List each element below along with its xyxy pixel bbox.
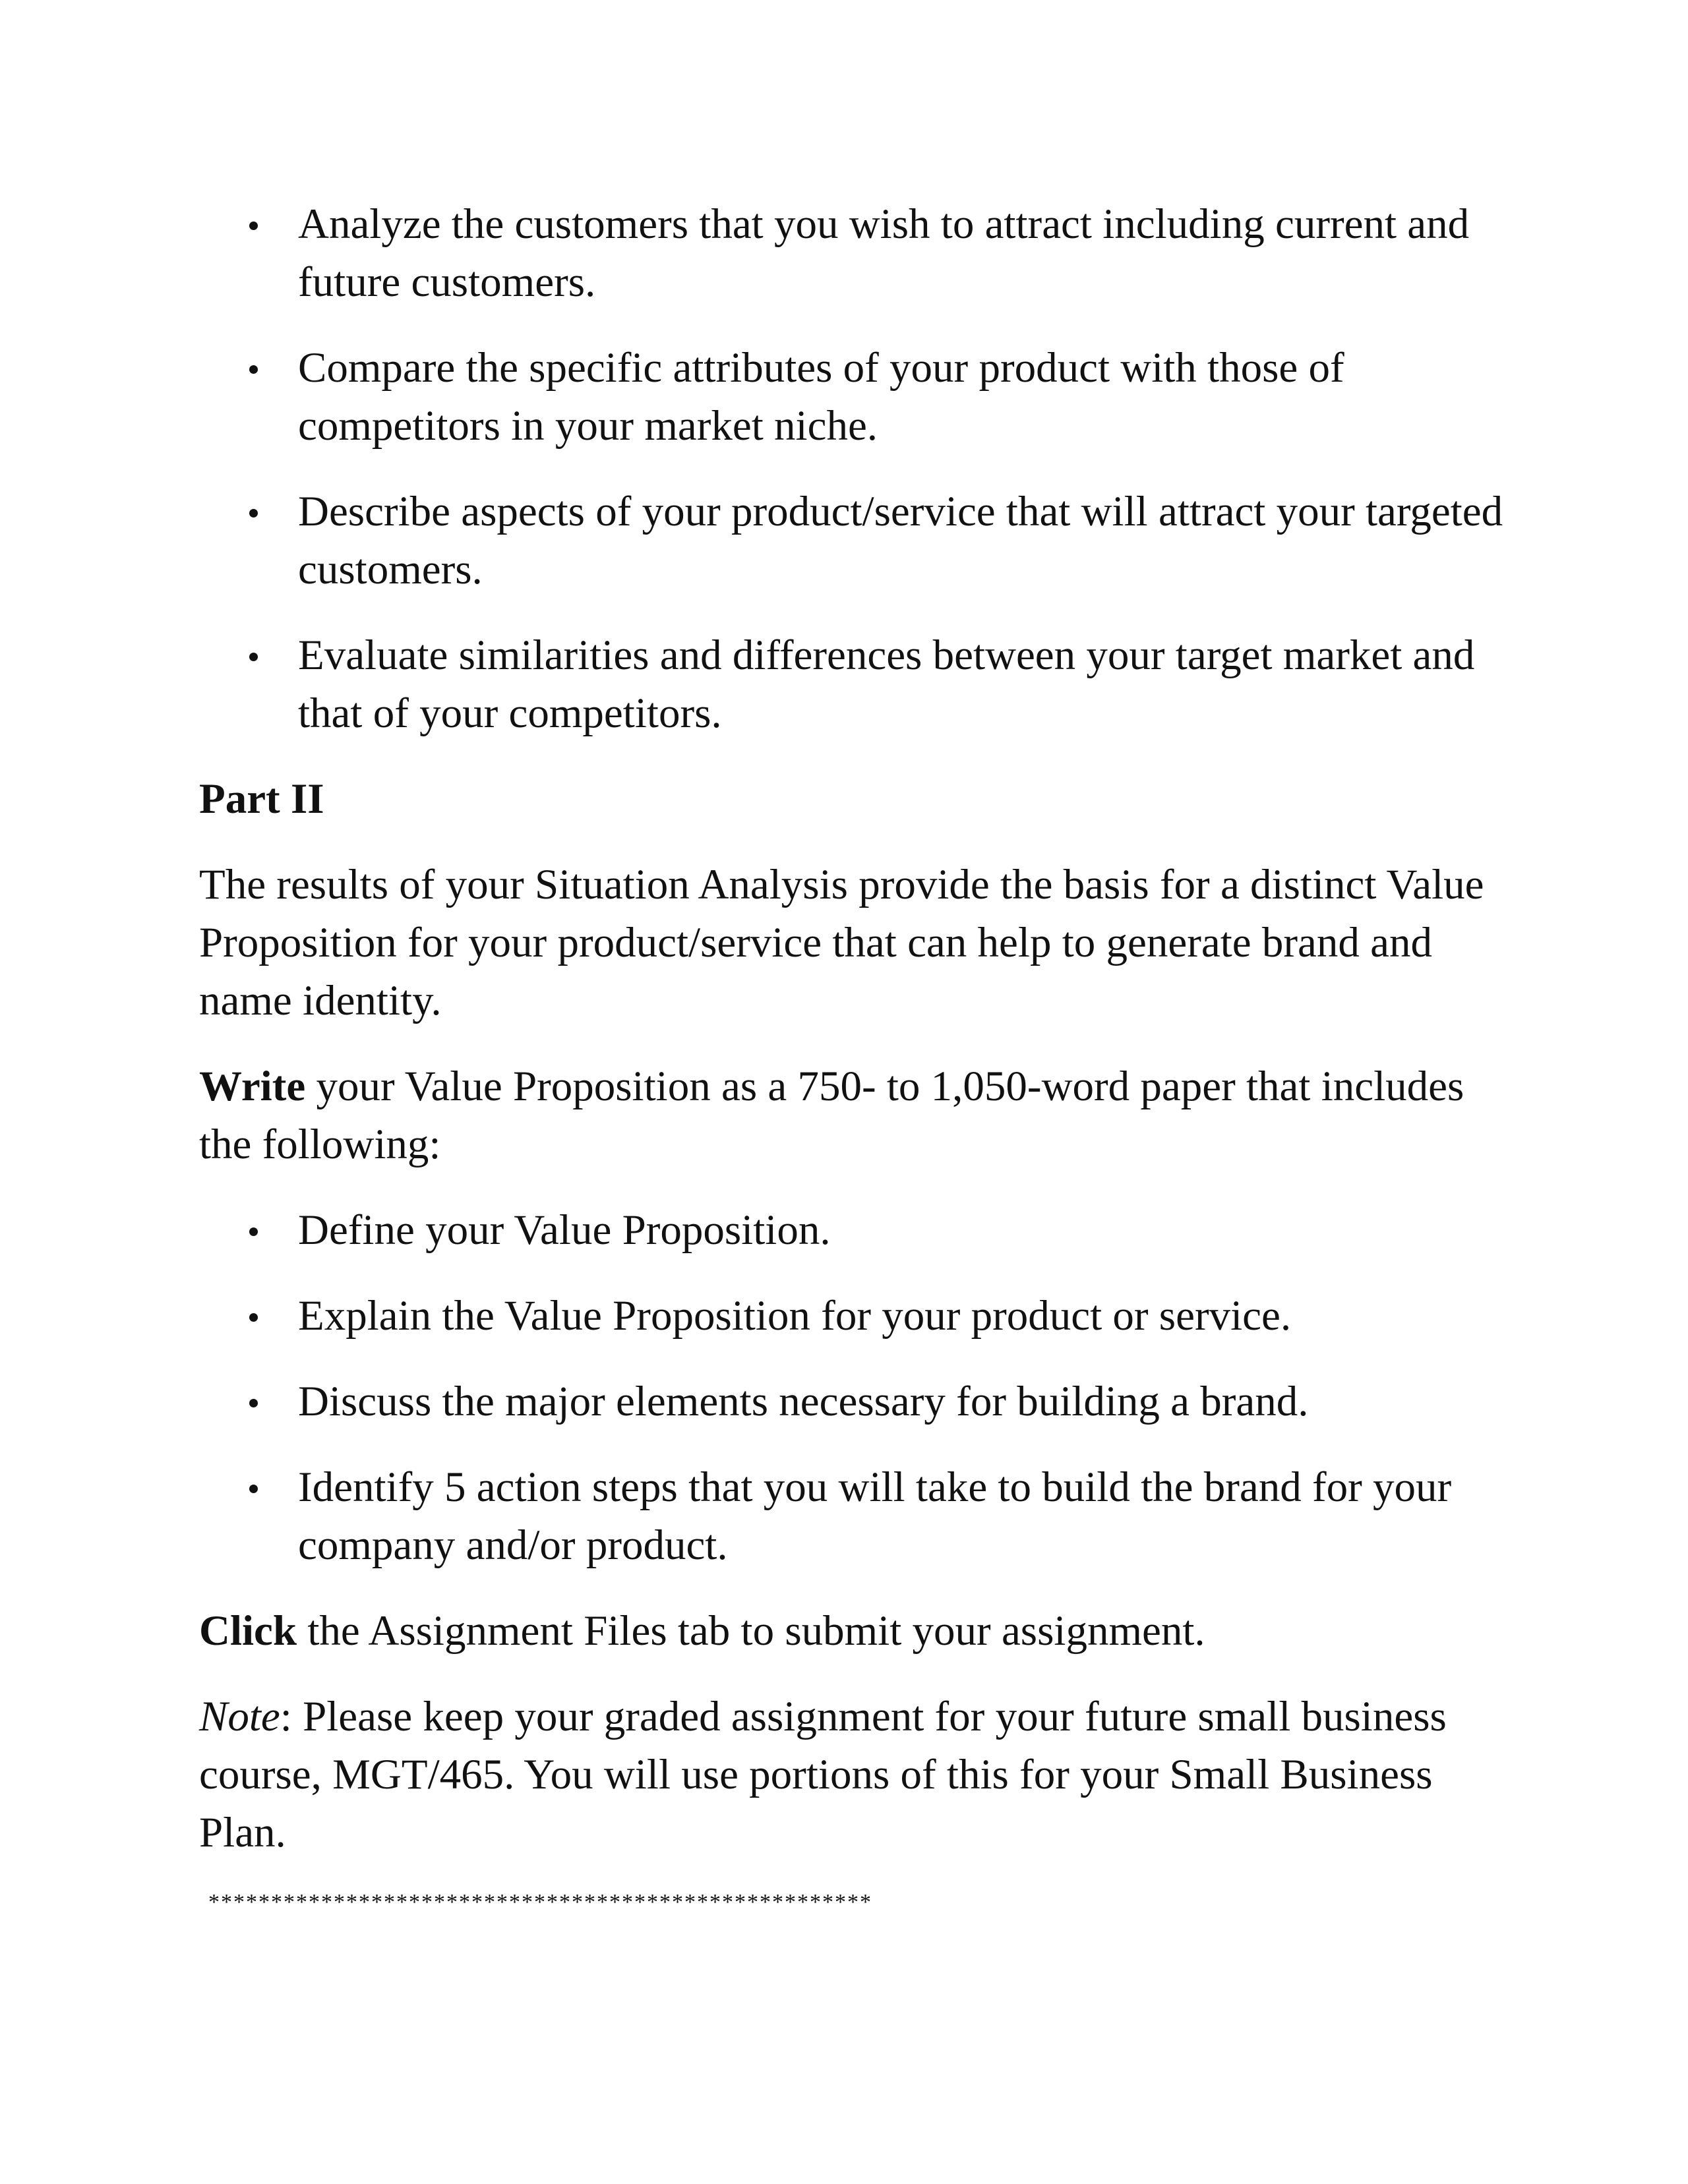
list-item	[199, 1287, 1518, 1345]
bullet-icon	[249, 1227, 258, 1236]
bullet-icon	[249, 1313, 258, 1322]
bullet-icon	[249, 221, 258, 230]
part2-intro-paragraph: The results of your Situation Analysis provide the basis for a distinct Value Proposition for your product/service that can help to generate brand and name identity.	[199, 861, 1484, 1024]
bullet-text: Compare the specific attributes of your product with those of competitors in your market niche.	[298, 344, 1344, 450]
click-keyword: Click	[199, 1607, 297, 1655]
separator-line: *****************************************************	[208, 1890, 872, 1914]
document-body	[199, 195, 1518, 1916]
bullet-text: Describe aspects of your product/service that will attract your targeted customers.	[298, 488, 1503, 593]
note-paragraph	[199, 1688, 1518, 1862]
bullet-text: Identify 5 action steps that you will take to build the brand for your company and/or product.	[298, 1463, 1452, 1569]
bullet-text: Evaluate similarities and differences between your target market and that of your competitors.	[298, 632, 1475, 737]
write-keyword: Write	[199, 1063, 306, 1110]
part2-heading: Part II	[199, 775, 324, 823]
bullet-text: Analyze the customers that you wish to attract including current and future customers.	[298, 200, 1470, 306]
list-item	[199, 195, 1518, 311]
list-item	[199, 1458, 1518, 1574]
list-item	[199, 339, 1518, 455]
bullet-icon	[249, 1399, 258, 1407]
part1-bullet-list	[199, 195, 1518, 742]
click-instruction-paragraph	[199, 1602, 1518, 1660]
click-instruction-text: the Assignment Files tab to submit your assignment.	[297, 1607, 1205, 1655]
bullet-icon	[249, 653, 258, 661]
list-item	[199, 626, 1518, 742]
write-instruction-paragraph	[199, 1057, 1518, 1173]
bullet-text: Discuss the major elements necessary for building a brand.	[298, 1378, 1309, 1425]
list-item	[199, 483, 1518, 599]
bullet-text: Explain the Value Proposition for your product or service.	[298, 1292, 1292, 1340]
list-item	[199, 1372, 1518, 1431]
bullet-icon	[249, 509, 258, 517]
write-instruction-text: your Value Proposition as a 750- to 1,050-word paper that includes the following:	[199, 1063, 1464, 1168]
part2-bullet-list	[199, 1201, 1518, 1574]
bullet-icon	[249, 1485, 258, 1493]
bullet-icon	[249, 365, 258, 374]
note-label: Note	[199, 1693, 280, 1740]
bullet-text: Define your Value Proposition.	[298, 1206, 831, 1254]
note-text: : Please keep your graded assignment for your future small business course, MGT/465. You will use portions of this for your Small Business Plan.	[199, 1693, 1447, 1856]
list-item	[199, 1201, 1518, 1259]
